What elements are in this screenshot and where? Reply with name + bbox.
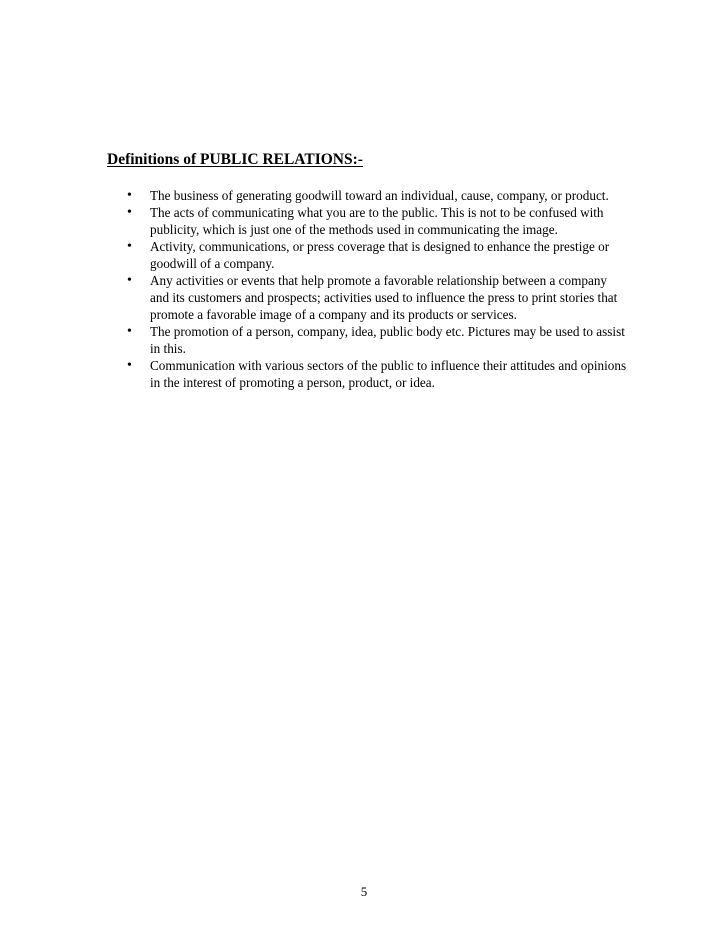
bullet-icon: • <box>127 324 132 339</box>
bullet-icon: • <box>127 188 132 203</box>
list-item <box>127 187 627 204</box>
bullet-icon: • <box>127 239 132 254</box>
definition-text: Activity, communications, or press coverage that is designed to enhance the prestige or goodwill of a company. <box>150 239 610 271</box>
page-number: 5 <box>360 884 368 899</box>
bullet-icon: • <box>127 358 132 373</box>
list-item <box>127 357 627 391</box>
list-item <box>127 204 627 238</box>
bullet-icon: • <box>127 273 132 288</box>
definition-text: The promotion of a person, company, idea, public body etc. Pictures may be used to assist in this. <box>150 324 625 356</box>
section-heading: Definitions of PUBLIC RELATIONS:- <box>107 151 363 168</box>
definition-text: The acts of communicating what you are to the public. This is not to be confused with publicity, which is just one of the methods used in communicating the image. <box>150 205 604 237</box>
bullet-icon: • <box>127 205 132 220</box>
definition-text: The business of generating goodwill toward an individual, cause, company, or product. <box>150 188 609 203</box>
list-item <box>127 323 627 357</box>
list-item <box>127 272 627 323</box>
definition-text: Any activities or events that help promote a favorable relationship between a company and its customers and prospects; activities used to influence the press to print stories that promote a favorable image of a company and its products or services. <box>150 273 618 322</box>
definition-text: Communication with various sectors of the public to influence their attitudes and opinions in the interest of promoting a person, product, or idea. <box>150 358 627 390</box>
definitions-list <box>127 187 627 391</box>
list-item <box>127 238 627 272</box>
